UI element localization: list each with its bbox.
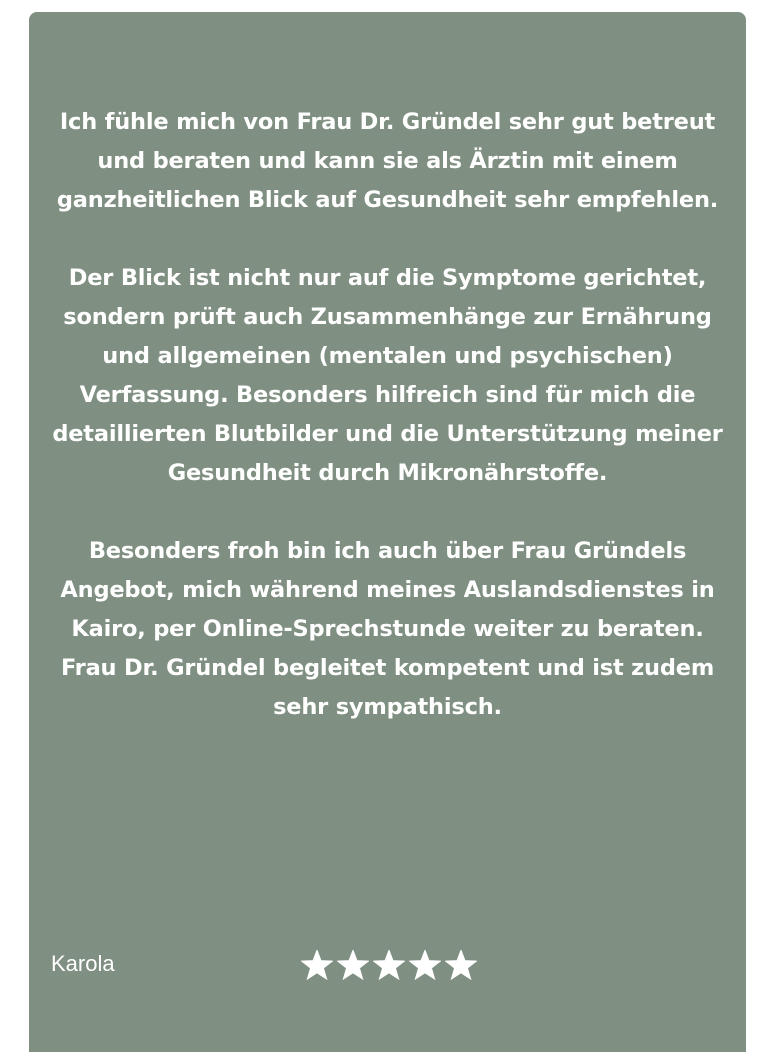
author-name: Karola bbox=[51, 951, 115, 976]
testimonial-card bbox=[29, 12, 746, 1052]
star-icon bbox=[445, 950, 477, 980]
quote-paragraph-2: Der Blick ist nicht nur auf die Symptome gerichtet, sondern prüft auch Zusammenhänge zur Ernährung und allgemeinen (mentalen und psychischen) Verfassung. Besonders hilfreich sind für mich die detaillierten Blutbilder und die Unterstützung meiner Gesundheit durch Mikronährstoffe. bbox=[52, 265, 723, 486]
star-icon bbox=[301, 950, 333, 980]
star-rating bbox=[301, 950, 477, 980]
star-icon bbox=[373, 950, 405, 980]
star-icon bbox=[337, 950, 369, 980]
quote-paragraph-3: Besonders froh bin ich auch über Frau Gründels Angebot, mich während meines Auslandsdienstes in Kairo, per Online-Sprechstunde weiter zu beraten. Frau Dr. Gründel begleitet kompetent und ist zudem sehr sympathisch. bbox=[60, 538, 715, 720]
star-icon bbox=[409, 950, 441, 980]
quote-paragraph-1: Ich fühle mich von Frau Dr. Gründel sehr gut betreut und beraten und kann sie als Ärztin mit einem ganzheitlichen Blick auf Gesundheit sehr empfehlen. bbox=[56, 109, 719, 213]
testimonial-quote bbox=[47, 103, 728, 727]
